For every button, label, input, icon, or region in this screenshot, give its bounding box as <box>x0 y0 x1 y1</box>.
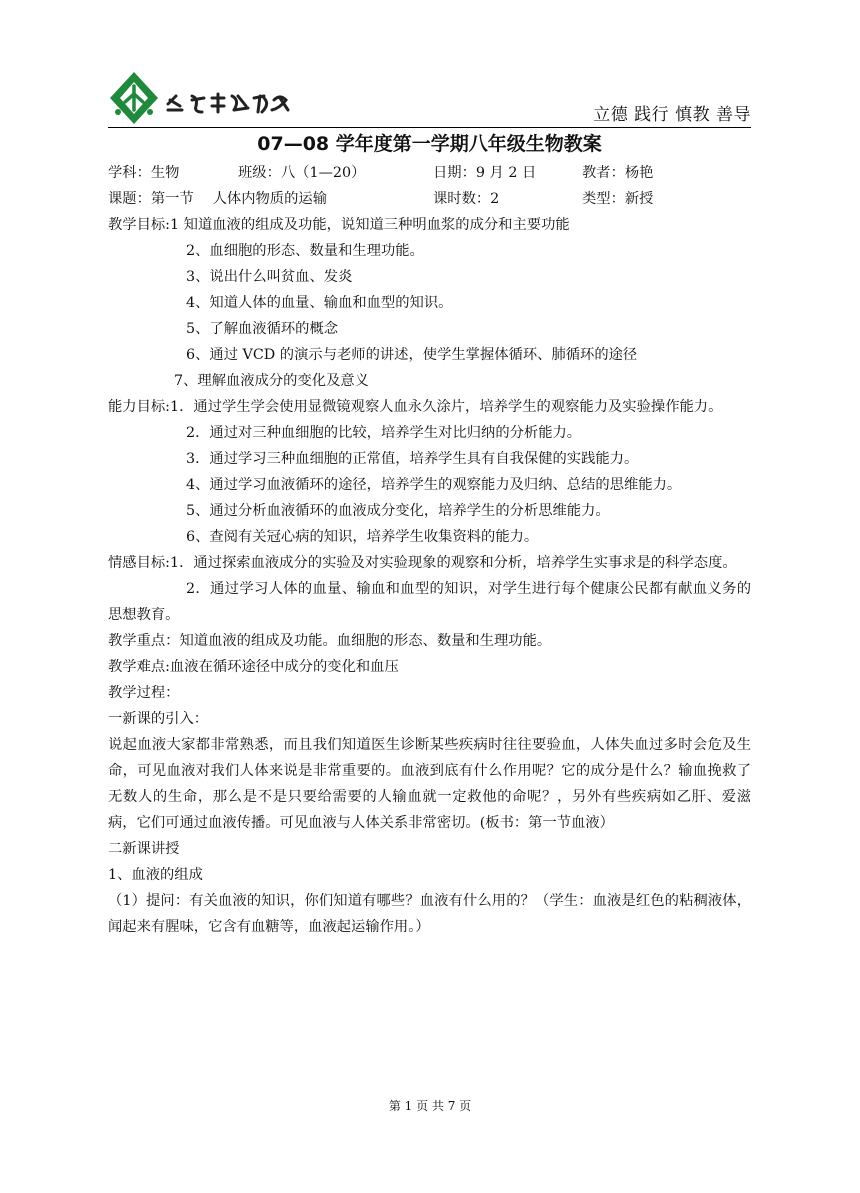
process-label: 教学过程： <box>108 685 180 701</box>
ability-goals-line: 能力目标:1．通过学生学会使用显微镜观察人血永久涂片，培养学生的观察能力及实验操作能力。 <box>108 399 723 415</box>
lecture-heading: 二新课讲授 <box>108 841 180 857</box>
question-paragraph: （1）提问：有关血液的知识，你们知道有哪些？血液有什么用的？（学生：血液是红色的粘稠液体，闻起来有腥味，它含有血糖等，血液起运输作用。） <box>108 893 751 935</box>
teaching-goal-item: 5、了解血液循环的概念 <box>186 321 339 337</box>
intro-paragraph: 说起血液大家都非常熟悉，而且我们知道医生诊断某些疾病时往往要验血，人体失血过多时会危及生命，可见血液对我们人体来说是非常重要的。血液到底有什么作用呢？它的成分是什么？输血挽救了无数人的生命，那么是不是只要给需要的人输血就一定救他的命呢？，另外有些疾病如乙肝、爱滋病，它们可通过血液传播。可见血液与人体关系非常密切。(板书：第一节血液） <box>108 737 751 831</box>
page-header <box>108 66 751 128</box>
ability-goal-item: 3．通过学习三种血细胞的正常值，培养学生具有自我保健的实践能力。 <box>186 451 639 467</box>
document-title: 07—08 学年度第一学期八年级生物教案 <box>257 133 602 155</box>
teaching-goal-item: 7、理解血液成分的变化及意义 <box>174 373 369 389</box>
meta-date: 日期：9 月 2 日 <box>433 165 537 181</box>
ability-goal-item: 2．通过对三种血细胞的比较，培养学生对比归纳的分析能力。 <box>186 425 582 441</box>
meta-subject: 学科：生物 <box>108 165 180 181</box>
intro-heading: 一新课的引入： <box>108 711 209 727</box>
ability-goal-item: 4、通过学习血液循环的途径，培养学生的观察能力及归纳、总结的思维能力。 <box>186 477 682 493</box>
meta-row-1 <box>108 160 751 186</box>
document-body <box>108 160 751 940</box>
meta-topic: 课题：第一节 人体内物质的运输 <box>108 191 327 207</box>
header-divider <box>108 127 751 128</box>
school-logo <box>108 70 308 126</box>
emotion-goals-line: 情感目标:1．通过探索血液成分的实验及对实验现象的观察和分析，培养学生实事求是的科学态度。 <box>108 555 737 571</box>
teaching-goal-item: 3、说出什么叫贫血、发炎 <box>186 269 353 285</box>
meta-row-2 <box>108 186 751 212</box>
section-heading: 1、血液的组成 <box>108 867 203 883</box>
meta-hours: 课时数：2 <box>433 191 500 207</box>
ability-goal-item: 5、通过分析血液循环的血液成分变化，培养学生的分析思维能力。 <box>186 503 610 519</box>
teaching-goals-line: 教学目标:1 知道血液的组成及功能，说知道三种明血浆的成分和主要功能 <box>108 217 570 233</box>
school-motto: 立德 践行 慎教 善导 <box>593 105 751 125</box>
difficulty: 教学难点:血液在循环途径中成分的变化和血压 <box>108 659 399 675</box>
meta-class: 班级：八（1—20） <box>238 165 366 181</box>
emotion-goal-item: 2．通过学习人体的血量、输血和血型的知识，对学生进行每个健康公民都有献血义务的思想教育。 <box>108 581 751 623</box>
meta-type: 类型：新授 <box>582 191 654 207</box>
key-point: 教学重点：知道血液的组成及功能。血细胞的形态、数量和生理功能。 <box>108 633 552 649</box>
page-footer: 第 1 页 共 7 页 <box>388 1099 472 1113</box>
ability-goal-item: 6、查阅有关冠心病的知识，培养学生收集资料的能力。 <box>186 529 539 545</box>
teaching-goal-item: 4、知道人体的血量、输血和血型的知识。 <box>186 295 453 311</box>
teaching-goal-item: 6、通过 VCD 的演示与老师的讲述，使学生掌握体循环、肺循环的途径 <box>186 347 638 363</box>
teaching-goal-item: 2、血细胞的形态、数量和生理功能。 <box>186 243 424 259</box>
meta-teacher: 教者：杨艳 <box>582 165 654 181</box>
